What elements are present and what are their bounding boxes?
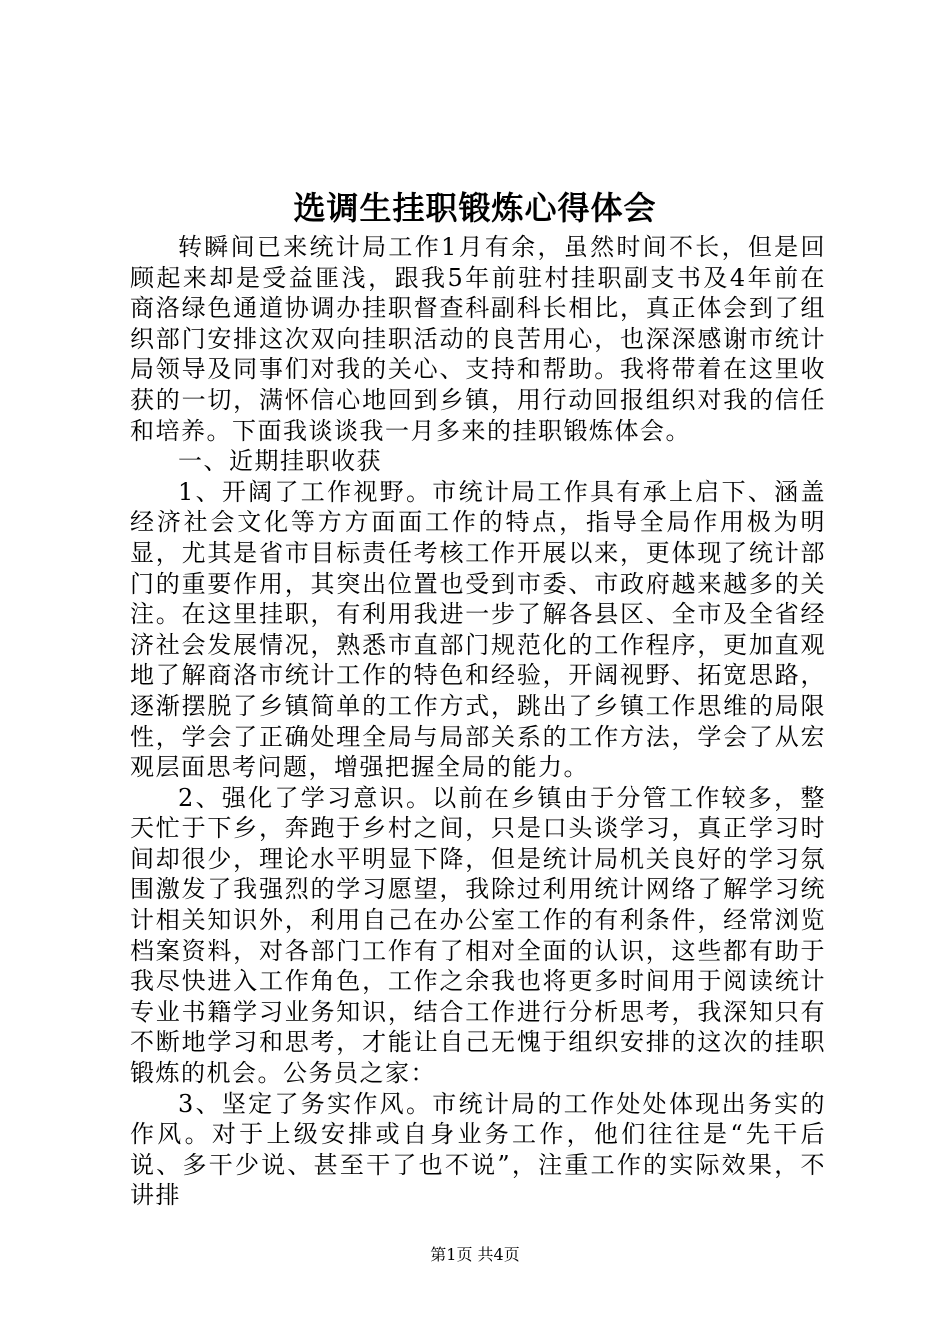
paragraph-point-1: 1、开阔了工作视野。市统计局工作具有承上启下、涵盖经济社会文化等方方面面工作的特点，指导全局作用极为明显，尤其是省市目标责任考核工作开展以来，更体现了统计部门的重要作用，其突出位置也受到市委、市政府越来越多的关注。在这里挂职，有利用我进一步了解各县区、全市及全省经济社会发展情况，熟悉市直部门规范化的工作程序，更加直观地了解商洛市统计工作的特色和经验，开阔视野、拓宽思路，逐渐摆脱了乡镇简单的工作方式，跳出了乡镇工作思维的局限性，学会了正确处理全局与局部关系的工作方法，学会了从宏观层面思考问题，增强把握全局的能力。 — [130, 477, 826, 782]
paragraph-point-3: 3、坚定了务实作风。市统计局的工作处处体现出务实的作风。对于上级安排或自身业务工作，他们往往是“先干后说、多干少说、甚至干了也不说”，注重工作的实际效果，不讲排 — [130, 1089, 826, 1210]
document-body — [130, 232, 826, 1211]
paragraph-intro: 转瞬间已来统计局工作1月有余，虽然时间不长，但是回顾起来却是受益匪浅，跟我5年前驻村挂职副支书及4年前在商洛绿色通道协调办挂职督查科副科长相比，真正体会到了组织部门安排这次双向挂职活动的良苦用心，也深深感谢市统计局领导及同事们对我的关心、支持和帮助。我将带着在这里收获的一切，满怀信心地回到乡镇，用行动回报组织对我的信任和培养。下面我谈谈我一月多来的挂职锻炼体会。 — [130, 233, 826, 445]
paragraph-point-2: 2、强化了学习意识。以前在乡镇由于分管工作较多，整天忙于下乡，奔跑于乡村之间，只是口头谈学习，真正学习时间却很少，理论水平明显下降，但是统计局机关良好的学习氛围激发了我强烈的学习愿望，我除过利用统计网络了解学习统计相关知识外，利用自己在办公室工作的有利条件，经常浏览档案资料，对各部门工作有了相对全面的认识，这些都有助于我尽快进入工作角色，工作之余我也将更多时间用于阅读统计专业书籍学习业务知识，结合工作进行分析思考，我深知只有不断地学习和思考，才能让自己无愧于组织安排的这次的挂职锻炼的机会。公务员之家： — [130, 783, 826, 1088]
document-title: 选调生挂职锻炼心得体会 — [293, 189, 657, 227]
page-number-footer: 第1页 共4页 — [430, 1245, 520, 1264]
section-heading: 一、近期挂职收获 — [178, 447, 382, 476]
